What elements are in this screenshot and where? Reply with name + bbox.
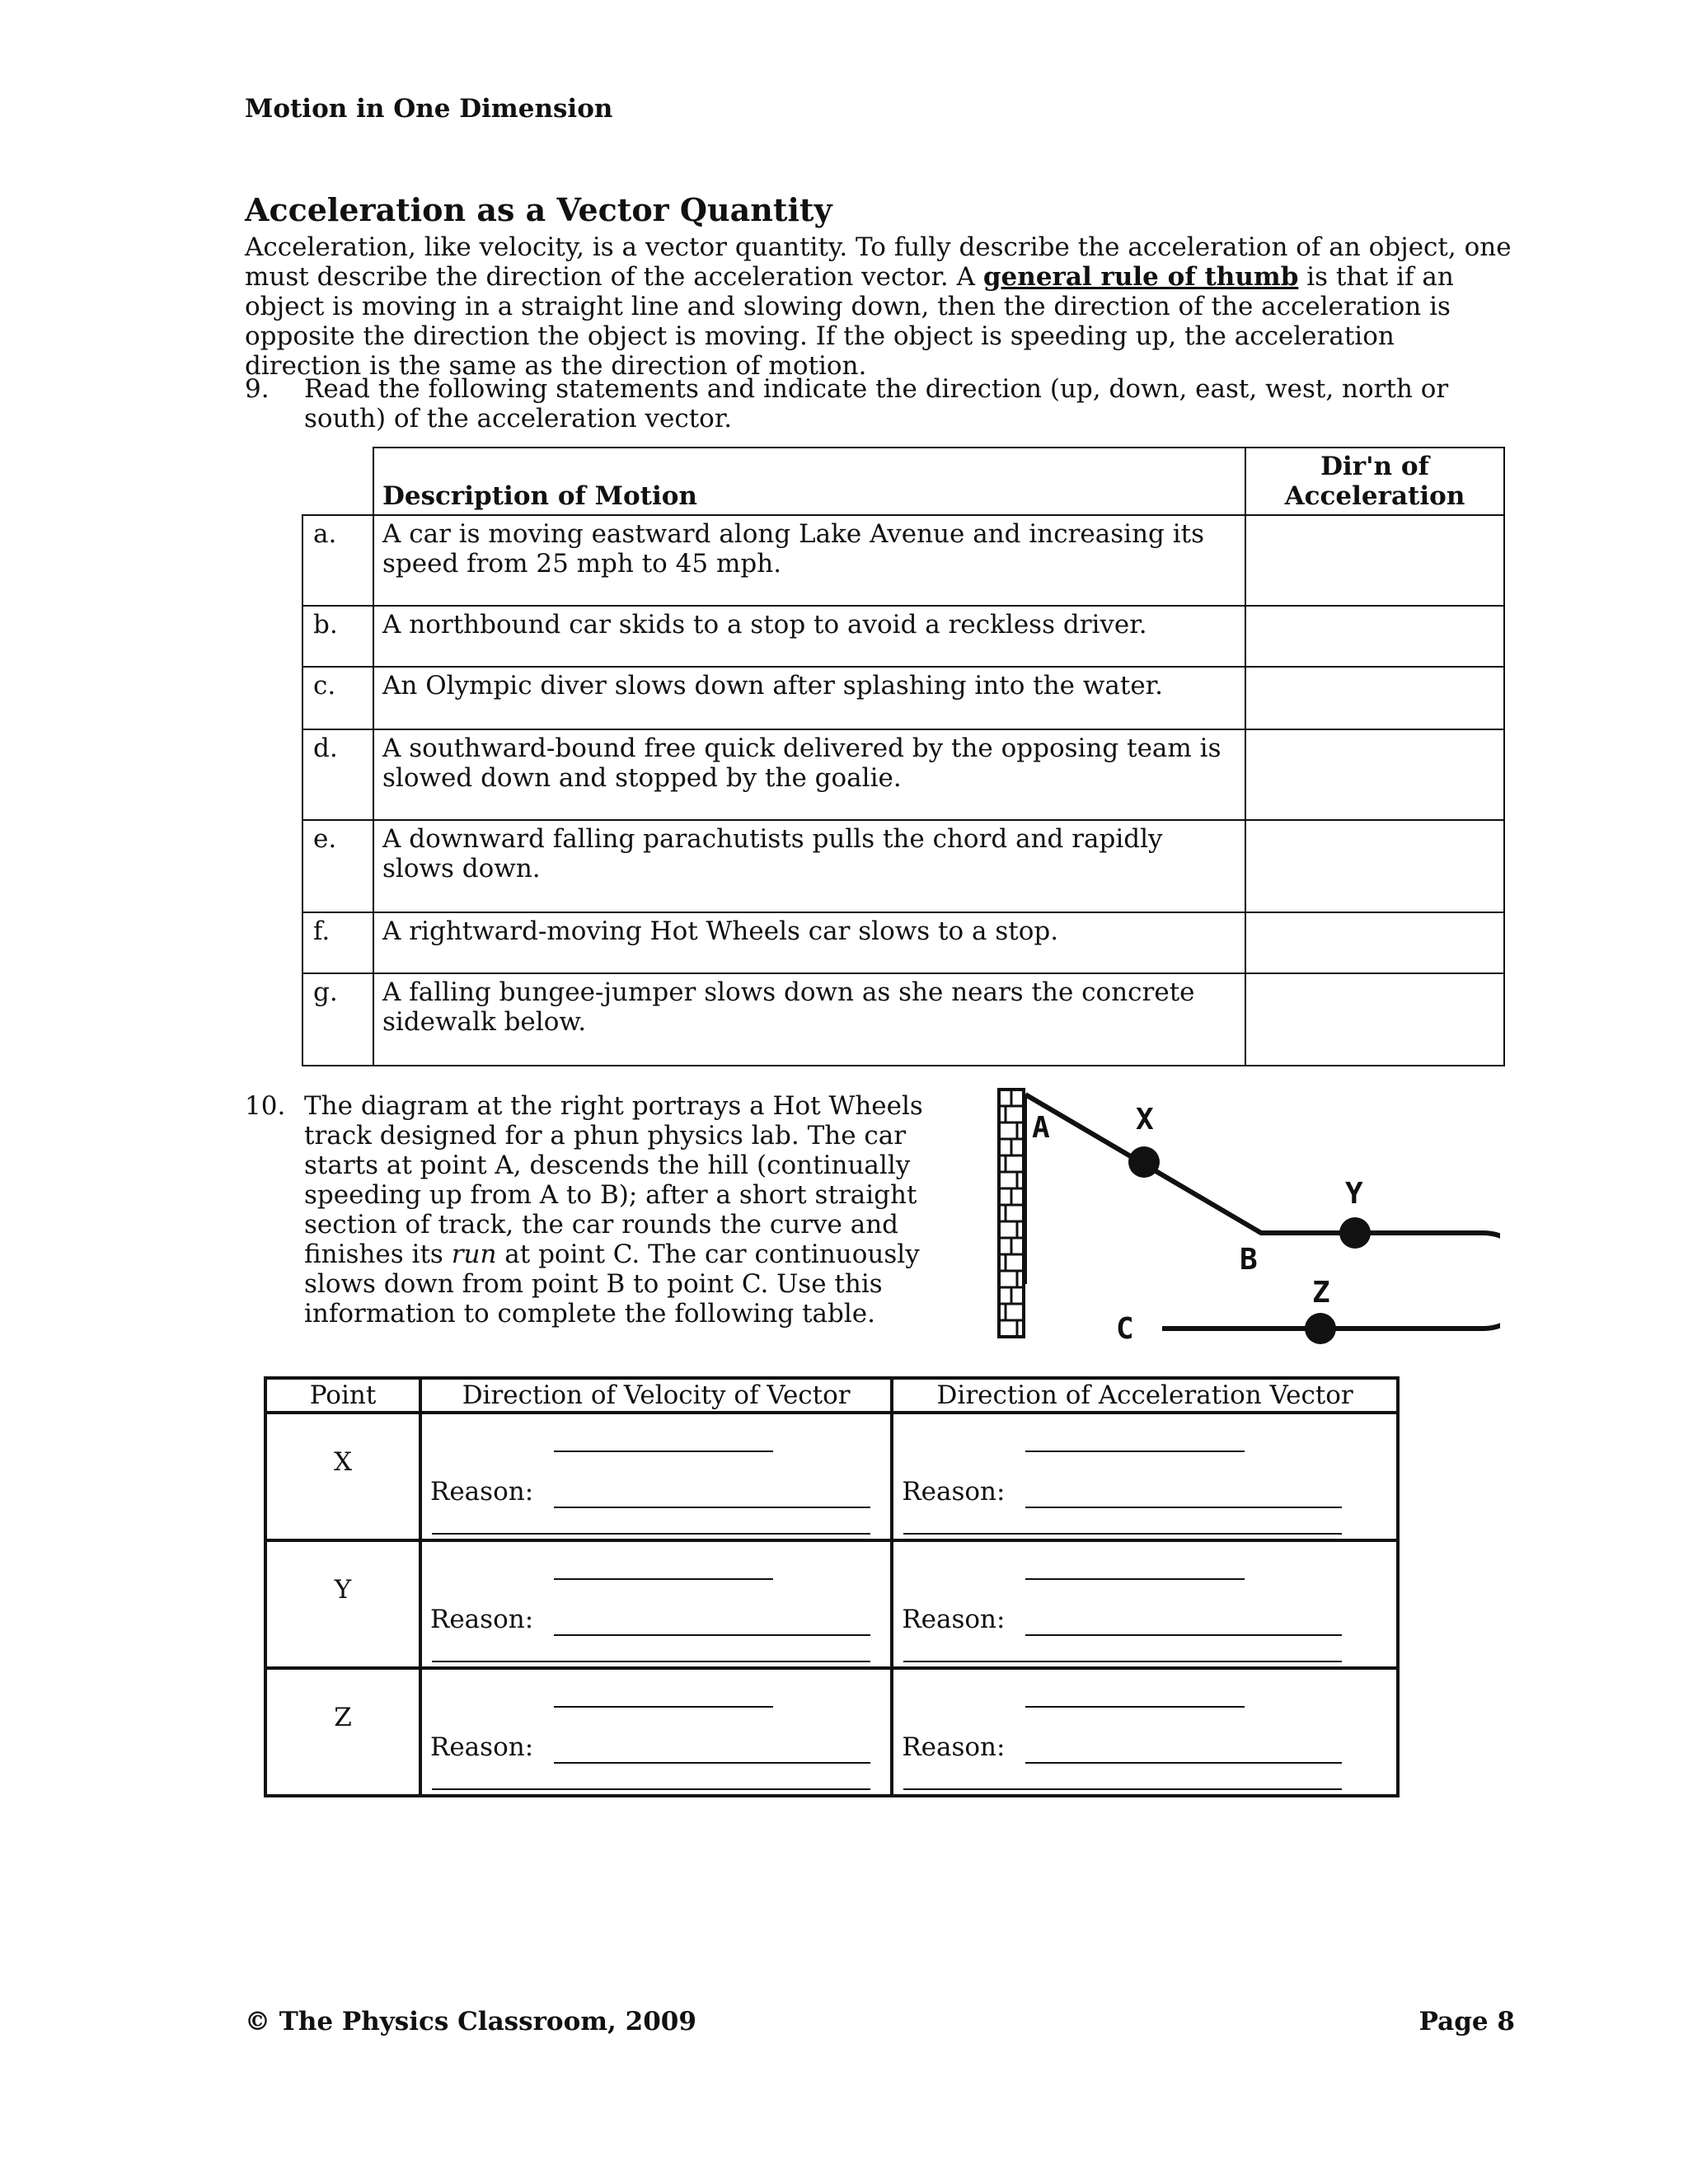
answer-cell[interactable] xyxy=(1245,606,1504,667)
reason-label: Reason: xyxy=(902,1477,1006,1507)
acceleration-cell[interactable] xyxy=(892,1668,1398,1796)
running-header: Motion in One Dimension xyxy=(245,94,613,124)
q9-text: Read the following statements and indicate the direction (up, down, east, west, north or south) of the acceleration vector. xyxy=(304,374,1449,434)
velocity-cell[interactable] xyxy=(420,1668,892,1796)
footer-copyright: © The Physics Classroom, 2009 xyxy=(245,2007,696,2036)
label-c: C xyxy=(1116,1312,1134,1346)
reason-blank[interactable] xyxy=(1025,1507,1342,1508)
reason-label: Reason: xyxy=(430,1477,534,1507)
label-a: A xyxy=(1032,1111,1050,1145)
reason-label: Reason: xyxy=(430,1732,534,1762)
table-row xyxy=(265,1413,1398,1540)
direction-blank[interactable] xyxy=(554,1706,773,1708)
row-description: A falling bungee-jumper slows down as she nears the concrete sidewalk below. xyxy=(373,973,1245,1066)
reason-blank[interactable] xyxy=(554,1762,870,1764)
reason-blank-2[interactable] xyxy=(432,1533,870,1535)
point-label: Y xyxy=(265,1540,420,1668)
blank-header xyxy=(302,448,373,515)
acceleration-cell[interactable] xyxy=(892,1413,1398,1540)
point-label: X xyxy=(265,1413,420,1540)
row-description: A rightward-moving Hot Wheels car slows to a stop. xyxy=(373,912,1245,973)
table-row xyxy=(302,729,1504,820)
direction-blank[interactable] xyxy=(1025,1451,1245,1452)
answer-cell[interactable] xyxy=(1245,820,1504,912)
hot-wheels-track-diagram xyxy=(989,1086,1500,1350)
point-y-marker xyxy=(1339,1217,1371,1249)
velocity-cell[interactable] xyxy=(420,1413,892,1540)
col-point: Point xyxy=(265,1378,420,1413)
reason-blank[interactable] xyxy=(1025,1634,1342,1636)
label-b: B xyxy=(1240,1243,1258,1277)
label-x: X xyxy=(1136,1103,1154,1137)
table-row xyxy=(302,912,1504,973)
row-description: A car is moving eastward along Lake Avenue and increasing its speed from 25 mph to 45 mph. xyxy=(373,515,1245,606)
footer-page-number: Page 8 xyxy=(1418,2007,1515,2036)
col-direction: Dir'n of Acceleration xyxy=(1245,448,1504,515)
answer-cell[interactable] xyxy=(1245,912,1504,973)
reason-label: Reason: xyxy=(902,1732,1006,1762)
col-velocity: Direction of Velocity of Vector xyxy=(420,1378,892,1413)
acceleration-cell[interactable] xyxy=(892,1540,1398,1668)
answer-cell[interactable] xyxy=(1245,973,1504,1066)
col-acceleration: Direction of Acceleration Vector xyxy=(892,1378,1398,1413)
reason-blank-2[interactable] xyxy=(432,1661,870,1662)
table-row xyxy=(302,515,1504,606)
reason-label: Reason: xyxy=(902,1605,1006,1634)
label-y: Y xyxy=(1345,1177,1363,1211)
row-letter: f. xyxy=(302,912,373,973)
answer-cell[interactable] xyxy=(1245,515,1504,606)
row-letter: b. xyxy=(302,606,373,667)
reason-blank[interactable] xyxy=(554,1507,870,1508)
table-row xyxy=(302,606,1504,667)
answer-cell[interactable] xyxy=(1245,667,1504,729)
section-title: Acceleration as a Vector Quantity xyxy=(245,191,832,228)
q10-text: The diagram at the right portrays a Hot Wheels track designed for a phun physics lab. The car starts at point A, descends the hill (continually speeding up from A to B); after a short straight section of track, the car rounds the curve and finishes its run at point C. The car continuously slows down from point B to point C. Use this information to complete the following table. xyxy=(304,1091,923,1329)
reason-blank-2[interactable] xyxy=(903,1788,1342,1790)
row-description: A downward falling parachutists pulls the chord and rapidly slows down. xyxy=(373,820,1245,912)
table-row xyxy=(302,820,1504,912)
reason-blank[interactable] xyxy=(554,1634,870,1636)
row-letter: d. xyxy=(302,729,373,820)
brick-wall xyxy=(999,1090,1024,1337)
answer-cell[interactable] xyxy=(1245,729,1504,820)
direction-blank[interactable] xyxy=(554,1578,773,1580)
label-z: Z xyxy=(1312,1276,1330,1310)
reason-label: Reason: xyxy=(430,1605,534,1634)
row-letter: e. xyxy=(302,820,373,912)
velocity-acceleration-table xyxy=(264,1376,1400,1797)
reason-blank-2[interactable] xyxy=(432,1788,870,1790)
intro-paragraph: Acceleration, like velocity, is a vector quantity. To fully describe the acceleration of an object, one must describe the direction of the acceleration vector. A general rule of thumb is that if an object is moving in a straight line and slowing down, then the direction of the acceleration is opposite the direction the object is moving. If the object is speeding up, the acceleration direction is the same as the direction of motion. xyxy=(245,232,1512,381)
point-x-marker xyxy=(1128,1146,1160,1178)
row-description: A southward-bound free quick delivered by the opposing team is slowed down and stopped by the goalie. xyxy=(373,729,1245,820)
row-description: A northbound car skids to a stop to avoid a reckless driver. xyxy=(373,606,1245,667)
row-letter: g. xyxy=(302,973,373,1066)
point-z-marker xyxy=(1305,1313,1336,1344)
row-description: An Olympic diver slows down after splashing into the water. xyxy=(373,667,1245,729)
velocity-cell[interactable] xyxy=(420,1540,892,1668)
direction-blank[interactable] xyxy=(1025,1706,1245,1708)
table-row xyxy=(302,667,1504,729)
row-letter: a. xyxy=(302,515,373,606)
reason-blank-2[interactable] xyxy=(903,1661,1342,1662)
col-description: Description of Motion xyxy=(373,448,1245,515)
track xyxy=(1025,1094,1500,1329)
row-letter: c. xyxy=(302,667,373,729)
reason-blank-2[interactable] xyxy=(903,1533,1342,1535)
q10-number: 10. xyxy=(245,1091,286,1121)
reason-blank[interactable] xyxy=(1025,1762,1342,1764)
table-row xyxy=(265,1668,1398,1796)
q9-number: 9. xyxy=(245,374,270,404)
direction-blank[interactable] xyxy=(1025,1578,1245,1580)
point-label: Z xyxy=(265,1668,420,1796)
table-row xyxy=(265,1540,1398,1668)
acceleration-table xyxy=(302,447,1505,1066)
table-row xyxy=(302,973,1504,1066)
rule-of-thumb: general rule of thumb xyxy=(982,262,1299,292)
direction-blank[interactable] xyxy=(554,1451,773,1452)
